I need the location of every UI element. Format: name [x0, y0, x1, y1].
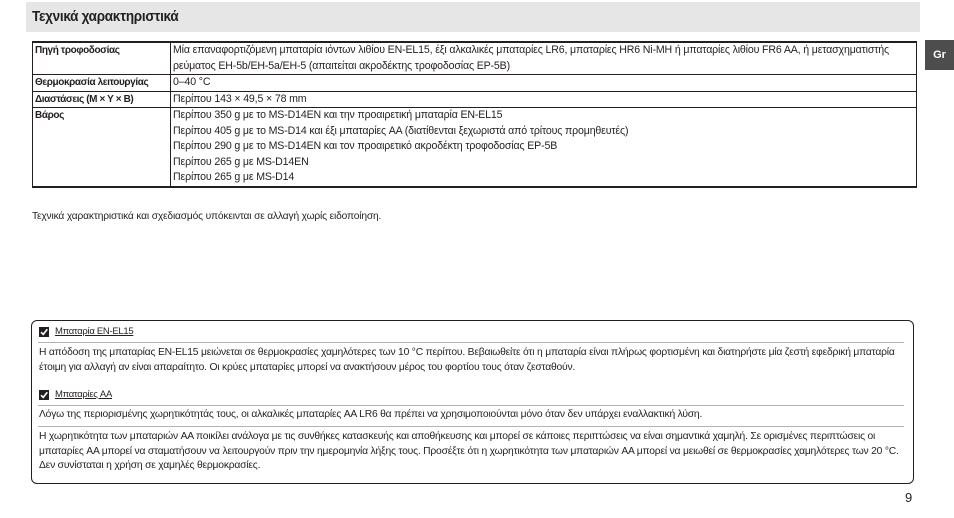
spec-value-line: 0–40 °C: [173, 76, 211, 88]
spec-value: [171, 75, 917, 92]
battery-notes-box: [31, 320, 914, 484]
spec-row-operating-temperature: [33, 75, 917, 92]
spec-row-power-source: [33, 42, 917, 75]
spec-label: Πηγή τροφοδοσίας: [33, 42, 171, 75]
spec-value-line: Περίπου 405 g με το MS-D14 και έξι μπαταρίες AA (διατίθενται ξεχωριστά από τρίτους προμηθευτές): [173, 124, 629, 137]
note-heading-text: Μπαταρίες AA: [55, 389, 112, 400]
note-text-aa-1: Λόγω της περιορισμένης χωρητικότητάς τους, οι αλκαλικές μπαταρίες AA LR6 θα πρέπει να χρησιμοποιούνται μόνο όταν δεν υπάρχει εναλλακτική λύση.: [39, 409, 703, 420]
page-number: 9: [905, 490, 913, 505]
spec-value-line: Περίπου 265 g με MS-D14: [173, 171, 295, 183]
note-heading-text: Μπαταρία EN-EL15: [55, 326, 134, 337]
specifications-table: [32, 41, 917, 188]
spec-value: [171, 108, 917, 187]
title-bar: [26, 2, 920, 32]
spec-row-weight: [33, 108, 917, 187]
note-text-aa-2: Η χωρητικότητα των μπαταριών AA ποικίλει ανάλογα με τις συνθήκες κατασκευής και αποθήκευσης και μπορεί σε κάποιες περιπτώσεις να είναι σημαντικά χαμηλή. Σε ορισμένες περιπτώσεις οι μπαταρίες AA μπορεί να σταματήσουν να λειτουργούν πριν την ημερομηνία λήξης τους. Προσέξτε ότι η χωρητικότητα των μπαταριών AA μπορεί να μειωθεί σε θερμοκρασίες χαμηλότερες των 20 °C. Δεν συνίσταται η χρήση σε χαμηλές θερμοκρασίες.: [39, 431, 899, 471]
spec-value-line: Περίπου 350 g με το MS-D14EN και την προαιρετική μπαταρία EN-EL15: [173, 109, 503, 121]
change-notice: Τεχνικά χαρακτηριστικά και σχεδιασμός υπόκεινται σε αλλαγή χωρίς ειδοποίηση.: [32, 211, 382, 222]
spec-label: Βάρος: [33, 108, 171, 187]
spec-label: Διαστάσεις (Μ × Υ × Β): [33, 91, 171, 108]
spec-value: [171, 42, 917, 75]
checkmark-icon: [39, 390, 49, 400]
spec-label: Θερμοκρασία λειτουργίας: [33, 75, 171, 92]
spec-value-line: Μία επαναφορτιζόμενη μπαταρία ιόντων λιθίου EN-EL15, έξι αλκαλικές μπαταρίες LR6, μπαταρίες HR6 Ni-MH ή μπαταρίες λιθίου FR6 AA, ή μετασχηματιστής ρεύματος EH-5b/EH-5a/EH-5 (απαιτείται ακροδέκτης τροφοδοσίας EP-5B): [173, 44, 889, 72]
spec-row-dimensions: [33, 91, 917, 108]
page-title: Τεχνικά χαρακτηριστικά: [32, 8, 179, 25]
spec-value-line: Περίπου 143 × 49,5 × 78 mm: [173, 92, 307, 105]
note-heading-en-el15: [39, 326, 133, 337]
checkmark-icon: [39, 327, 49, 337]
note-text-en-el15: Η απόδοση της μπαταρίας EN-EL15 μειώνεται σε θερμοκρασίες χαμηλότερες των 10 °C περίπου. Βεβαιωθείτε ότι η μπαταρία είναι πλήρως φορτισμένη και διατηρήστε μία ζεστή εφεδρική μπαταρία έτοιμη για αλλαγή αν είναι απαραίτητο. Οι κρύες μπαταρίες μπορεί να ανακτήσουν μέρος του φορτίου τους όταν ζεσταθούν.: [39, 347, 895, 373]
spec-value-line: Περίπου 290 g με το MS-D14EN και τον προαιρετικό ακροδέκτη τροφοδοσίας EP-5B: [173, 140, 558, 152]
divider: [38, 342, 904, 343]
divider: [38, 426, 904, 427]
divider: [38, 405, 904, 406]
language-tab: Gr: [925, 40, 954, 70]
note-heading-aa: [39, 389, 112, 400]
spec-value: [171, 91, 917, 108]
spec-value-line: Περίπου 265 g με MS-D14EN: [173, 155, 309, 168]
